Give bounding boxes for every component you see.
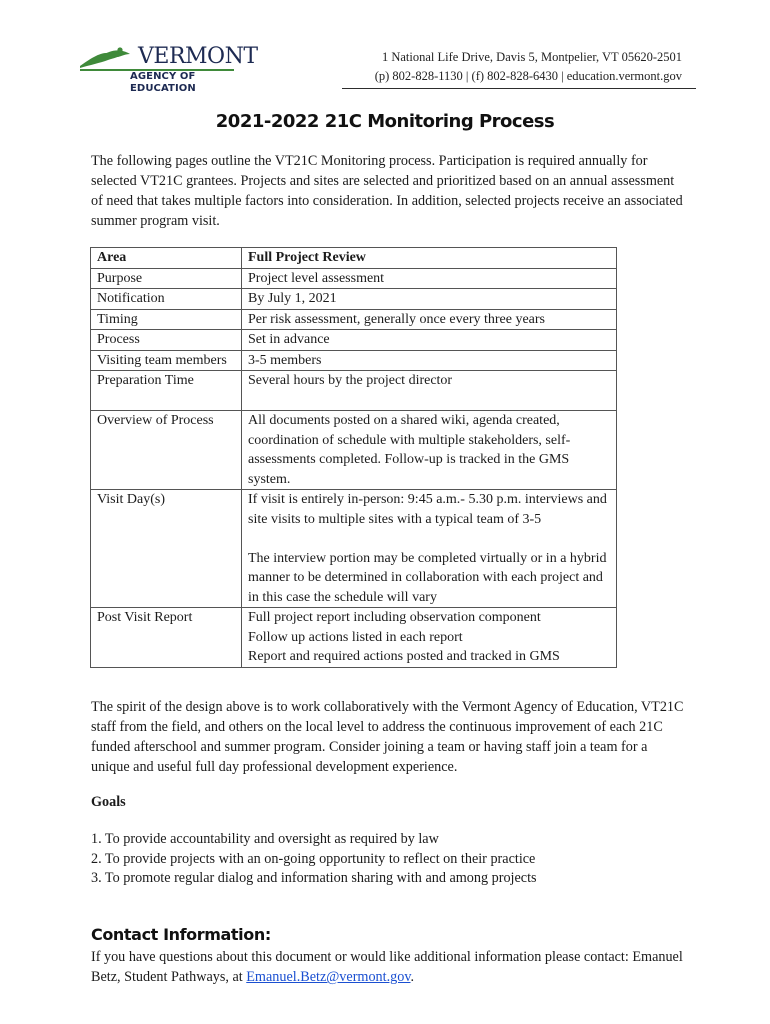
contact-line: (p) 802-828-1130 | (f) 802-828-6430 | education.vermont.gov	[374, 69, 682, 83]
logo-wordmark: VERMONT	[138, 44, 258, 69]
row-value: Project level assessment	[242, 268, 617, 289]
table-row	[91, 350, 617, 371]
row-value	[242, 371, 617, 411]
row-area	[91, 371, 242, 411]
post-line: Report and required actions posted and tracked in GMS	[248, 649, 560, 664]
contact-end: .	[410, 969, 415, 985]
visit-in-person-text: If visit is entirely in-person: 9:45 a.m.- 5.30 p.m. interviews and site visits to multiple sites with a typical team of 3-5	[248, 492, 607, 527]
table-row	[91, 289, 617, 310]
review-header: Full Project Review	[242, 248, 617, 269]
row-value	[242, 608, 617, 668]
logo-agency-text: AGENCY OF EDUCATION	[130, 71, 196, 94]
contact-text: If you have questions about this document or would like additional information please contact: Emanuel Betz, Student Pathways, at	[91, 949, 683, 985]
visit-hybrid-text: The interview portion may be completed virtually or in a hybrid manner to be determined in collaboration with each project and in this case the schedule will vary	[248, 550, 607, 605]
table-row	[91, 608, 617, 668]
monitoring-table	[90, 247, 617, 668]
row-area: Purpose	[91, 268, 242, 289]
intro-paragraph: The following pages outline the VT21C Monitoring process. Participation is required annually for selected VT21C grantees. Projects and sites are selected and prioritized based on an annual assessment of need that takes multiple factors into consideration. In addition, selected projects receive an associated summer program visit.	[91, 153, 683, 229]
list-item: 2. To provide projects with an on-going opportunity to reflect on their practice	[91, 850, 536, 867]
table-row	[91, 330, 617, 351]
document-title: 2021-2022 21C Monitoring Process	[215, 111, 555, 132]
row-area: Process	[91, 330, 242, 351]
list-item: 3. To promote regular dialog and information sharing with and among projects	[91, 870, 537, 886]
spacer	[248, 529, 610, 549]
area-header: Area	[91, 248, 242, 269]
row-area: Overview of Process	[91, 411, 242, 490]
row-value	[242, 490, 617, 608]
goals-heading: Goals	[91, 794, 126, 810]
table-row	[91, 268, 617, 289]
spirit-paragraph: The spirit of the design above is to work collaboratively with the Vermont Agency of Education, VT21C staff from the field, and others on the local level to address the continuous improvement of each 21C funded afterschool and summer program. Consider joining a team or having staff join a team for a unique and useful full day professional development experience.	[91, 699, 684, 775]
contact-email-link[interactable]: Emanuel.Betz@vermont.gov	[246, 969, 411, 985]
goals-list	[91, 830, 537, 889]
contact-paragraph	[91, 947, 686, 987]
row-area-text: Preparation Time	[97, 373, 194, 388]
post-line: Full project report including observation component	[248, 610, 541, 625]
row-value-text: Several hours by the project director	[248, 373, 453, 388]
table-header-row	[91, 248, 617, 269]
address-line: 1 National Life Drive, Davis 5, Montpelier, VT 05620-2501	[381, 50, 682, 64]
row-area: Timing	[91, 309, 242, 330]
row-area: Post Visit Report	[91, 608, 242, 668]
row-value: Per risk assessment, generally once every three years	[242, 309, 617, 330]
row-value: By July 1, 2021	[242, 289, 617, 310]
header-divider	[342, 88, 696, 89]
row-area: Notification	[91, 289, 242, 310]
row-value: 3-5 members	[242, 350, 617, 371]
contact-heading: Contact Information:	[91, 925, 271, 944]
post-line: Follow up actions listed in each report	[248, 629, 463, 645]
table-row	[91, 411, 617, 490]
row-value: Set in advance	[242, 330, 617, 351]
row-area: Visiting team members	[91, 350, 242, 371]
row-value: All documents posted on a shared wiki, agenda created, coordination of schedule with multiple stakeholders, self-assessments completed. Follow-up is tracked in the GMS system.	[242, 411, 617, 490]
row-area: Visit Day(s)	[91, 490, 242, 608]
table-row	[91, 309, 617, 330]
table-row	[91, 490, 617, 608]
agency-logo	[80, 44, 258, 94]
agency-address	[375, 48, 682, 86]
list-item: 1. To provide accountability and oversight as required by law	[91, 831, 439, 847]
table-row	[91, 371, 617, 411]
